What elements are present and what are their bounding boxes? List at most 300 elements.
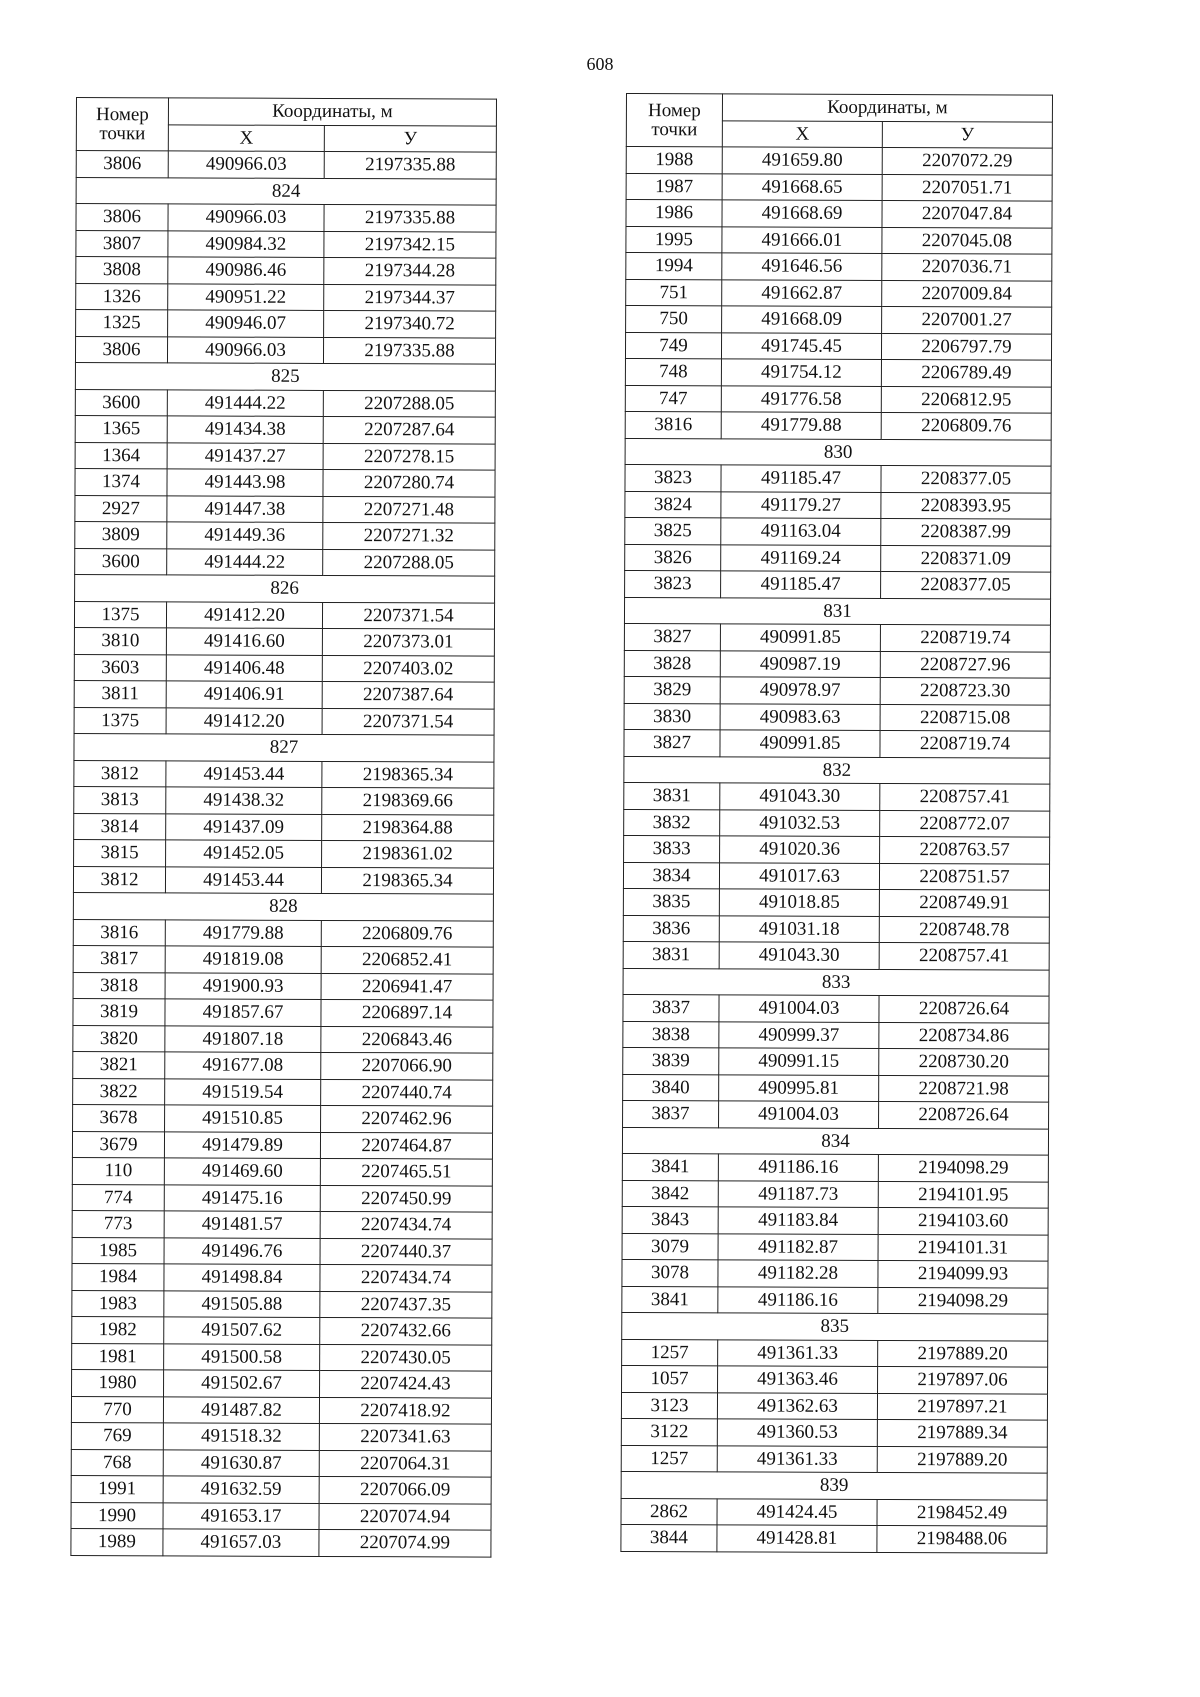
x-coordinate-cell: 491677.08 <box>165 1052 321 1079</box>
y-coordinate-cell: 2208719.74 <box>880 624 1050 651</box>
x-coordinate-cell: 491020.36 <box>720 836 880 863</box>
y-coordinate-cell: 2207418.92 <box>319 1397 491 1424</box>
x-coordinate-cell: 491630.87 <box>163 1449 319 1476</box>
y-coordinate-cell: 2207430.05 <box>320 1344 492 1371</box>
point-number-cell: 3078 <box>622 1259 718 1286</box>
table-row <box>74 839 494 867</box>
table-row <box>73 1025 493 1053</box>
table-row <box>624 809 1050 837</box>
x-coordinate-cell: 491475.16 <box>164 1184 320 1211</box>
point-number-cell: 1980 <box>72 1369 164 1396</box>
y-coordinate-cell: 2207465.51 <box>320 1158 492 1185</box>
point-number-cell: 3810 <box>74 627 166 654</box>
section-row <box>75 362 495 390</box>
y-coordinate-cell: 2197897.21 <box>877 1393 1047 1420</box>
point-number-cell: 769 <box>71 1422 163 1449</box>
x-coordinate-cell: 491507.62 <box>164 1317 320 1344</box>
y-coordinate-cell: 2207009.84 <box>882 280 1052 307</box>
y-coordinate-cell: 2197889.34 <box>877 1419 1047 1446</box>
point-number-cell: 3831 <box>624 782 720 809</box>
x-coordinate-cell: 490995.81 <box>719 1074 879 1101</box>
x-coordinate-cell: 491479.89 <box>164 1131 320 1158</box>
y-coordinate-cell: 2207462.96 <box>321 1105 493 1132</box>
point-number-cell: 3843 <box>622 1206 718 1233</box>
point-number-cell: 1986 <box>626 200 722 227</box>
y-coordinate-cell: 2198452.49 <box>877 1499 1047 1526</box>
x-coordinate-cell: 491416.60 <box>166 628 322 655</box>
x-coordinate-cell: 491182.28 <box>718 1260 878 1287</box>
y-coordinate-cell: 2207437.35 <box>320 1291 492 1318</box>
y-coordinate-cell: 2208723.30 <box>880 677 1050 704</box>
x-coordinate-cell: 491449.36 <box>167 522 323 549</box>
point-number-cell: 3603 <box>74 654 166 681</box>
point-number-cell: 747 <box>625 385 721 412</box>
point-number-cell: 748 <box>625 358 721 385</box>
point-number-cell: 3833 <box>624 835 720 862</box>
table-row <box>75 521 495 549</box>
table-row <box>72 1369 492 1397</box>
table-row <box>72 1316 492 1344</box>
point-number-cell: 1984 <box>72 1263 164 1290</box>
point-number-cell: 1989 <box>71 1528 163 1555</box>
table-row <box>72 1343 492 1371</box>
section-row <box>74 733 494 761</box>
x-coordinate-cell: 490999.37 <box>719 1021 879 1048</box>
table-row <box>622 1259 1048 1287</box>
point-number-cell: 3816 <box>625 411 721 438</box>
x-coordinate-cell: 491519.54 <box>165 1078 321 1105</box>
table-row <box>623 1021 1049 1049</box>
x-coordinate-cell: 491032.53 <box>720 809 880 836</box>
table-row <box>626 147 1052 175</box>
x-coordinate-cell: 491500.58 <box>164 1343 320 1370</box>
section-row <box>625 438 1051 466</box>
x-coordinate-cell: 491363.46 <box>718 1366 878 1393</box>
point-number-cell: 3836 <box>623 915 719 942</box>
table-row <box>624 623 1050 651</box>
x-coordinate-cell: 491668.69 <box>722 200 882 227</box>
x-coordinate-cell: 491447.38 <box>167 495 323 522</box>
table-row <box>621 1418 1047 1446</box>
y-coordinate-cell: 2208730.20 <box>879 1048 1049 1075</box>
table-row <box>623 1100 1049 1128</box>
y-coordinate-cell: 2198369.66 <box>322 787 494 814</box>
y-coordinate-cell: 2207450.99 <box>320 1185 492 1212</box>
y-coordinate-cell: 2197897.06 <box>878 1366 1048 1393</box>
y-coordinate-cell: 2198488.06 <box>877 1525 1047 1552</box>
table-row <box>624 676 1050 704</box>
table-row <box>625 570 1051 598</box>
section-row <box>624 597 1050 625</box>
section-number: 826 <box>75 574 495 602</box>
section-number: 830 <box>625 438 1051 466</box>
y-coordinate-cell: 2207072.29 <box>882 147 1052 174</box>
table-row <box>625 411 1051 439</box>
x-coordinate-cell: 490986.46 <box>168 257 324 284</box>
coordinates-header: Координаты, м <box>168 98 496 126</box>
point-number-cell: 1257 <box>621 1445 717 1472</box>
x-coordinate-cell: 491437.27 <box>167 442 323 469</box>
x-coordinate-cell: 491043.30 <box>719 942 879 969</box>
y-coordinate-cell: 2207280.74 <box>323 469 495 496</box>
x-coordinate-cell: 491481.57 <box>164 1211 320 1238</box>
x-coordinate-cell: 491745.45 <box>721 332 881 359</box>
point-number-cell: 3814 <box>74 813 166 840</box>
table-row <box>74 707 494 735</box>
y-coordinate-cell: 2198364.88 <box>322 814 494 841</box>
point-number-cell: 1057 <box>622 1365 718 1392</box>
y-column-header: У <box>882 121 1052 148</box>
y-coordinate-cell: 2206789.49 <box>881 359 1051 386</box>
table-row <box>71 1449 491 1477</box>
x-coordinate-cell: 490966.03 <box>167 336 323 363</box>
x-coordinate-cell: 491428.81 <box>717 1525 877 1552</box>
point-number-cell: 3600 <box>75 548 167 575</box>
point-number-cell: 3679 <box>72 1131 164 1158</box>
y-coordinate-cell: 2207074.99 <box>319 1529 491 1556</box>
x-coordinate-cell: 491043.30 <box>720 783 880 810</box>
section-row <box>621 1471 1047 1499</box>
table-row <box>624 650 1050 678</box>
section-number: 824 <box>76 177 496 205</box>
section-number: 835 <box>622 1312 1048 1340</box>
x-coordinate-cell: 491632.59 <box>163 1476 319 1503</box>
point-number-cell: 3678 <box>73 1104 165 1131</box>
y-coordinate-cell: 2208726.64 <box>879 1101 1049 1128</box>
point-number-cell: 773 <box>72 1210 164 1237</box>
table-row <box>72 1210 492 1238</box>
point-number-cell: 3812 <box>74 760 166 787</box>
y-coordinate-cell: 2194101.31 <box>878 1234 1048 1261</box>
x-coordinate-cell: 491185.47 <box>721 571 881 598</box>
point-number-cell: 770 <box>71 1396 163 1423</box>
y-coordinate-cell: 2208751.57 <box>879 863 1049 890</box>
point-number-cell: 3825 <box>625 517 721 544</box>
point-number-cell: 1988 <box>626 147 722 174</box>
point-number-header <box>626 94 722 147</box>
point-number-header-line2: точки <box>651 119 698 141</box>
y-coordinate-cell: 2206797.79 <box>881 333 1051 360</box>
x-coordinate-cell: 490978.97 <box>720 677 880 704</box>
x-coordinate-cell: 491438.32 <box>166 787 322 814</box>
y-coordinate-cell: 2207288.05 <box>323 390 495 417</box>
coordinates-table-right <box>620 93 1053 1553</box>
x-coordinate-cell: 491900.93 <box>165 972 321 999</box>
point-number-cell: 749 <box>625 332 721 359</box>
y-coordinate-cell: 2208757.41 <box>880 783 1050 810</box>
y-coordinate-cell: 2208371.09 <box>881 545 1051 572</box>
table-row <box>74 760 494 788</box>
x-coordinate-cell: 491779.88 <box>721 412 881 439</box>
x-coordinate-cell: 491169.24 <box>721 544 881 571</box>
table-row <box>623 888 1049 916</box>
x-coordinate-cell: 491662.87 <box>722 279 882 306</box>
table-row <box>622 1233 1048 1261</box>
y-coordinate-cell: 2197889.20 <box>878 1340 1048 1367</box>
y-coordinate-cell: 2198361.02 <box>322 840 494 867</box>
x-coordinate-cell: 491659.80 <box>722 147 882 174</box>
table-row <box>71 1475 491 1503</box>
point-number-cell: 3600 <box>75 389 167 416</box>
x-coordinate-cell: 491443.98 <box>167 469 323 496</box>
x-coordinate-cell: 491819.08 <box>165 946 321 973</box>
point-number-cell: 3839 <box>623 1047 719 1074</box>
table-row <box>76 283 496 311</box>
table-row <box>626 279 1052 307</box>
point-number-cell: 1981 <box>72 1343 164 1370</box>
table-row <box>623 915 1049 943</box>
table-row <box>625 464 1051 492</box>
x-coordinate-cell: 490951.22 <box>168 283 324 310</box>
x-coordinate-cell: 491362.63 <box>717 1392 877 1419</box>
table-row <box>625 491 1051 519</box>
y-coordinate-cell: 2208757.41 <box>879 942 1049 969</box>
table-row <box>76 151 496 179</box>
x-coordinate-cell: 491646.56 <box>722 253 882 280</box>
table-row <box>75 336 495 364</box>
x-coordinate-cell: 491779.88 <box>165 919 321 946</box>
y-column-header: У <box>324 125 496 152</box>
x-coordinate-cell: 491183.84 <box>718 1207 878 1234</box>
y-coordinate-cell: 2208387.99 <box>881 518 1051 545</box>
y-coordinate-cell: 2194101.95 <box>878 1181 1048 1208</box>
table-row <box>622 1206 1048 1234</box>
y-coordinate-cell: 2207271.32 <box>323 522 495 549</box>
y-coordinate-cell: 2197344.37 <box>324 284 496 311</box>
table-row <box>626 306 1052 334</box>
point-number-cell: 3830 <box>624 703 720 730</box>
y-coordinate-cell: 2197889.20 <box>877 1446 1047 1473</box>
point-number-cell: 3834 <box>623 862 719 889</box>
table-row <box>622 1286 1048 1314</box>
y-coordinate-cell: 2197335.88 <box>324 204 496 231</box>
table-row <box>625 544 1051 572</box>
x-column-header: X <box>722 120 882 147</box>
table-row <box>626 173 1052 201</box>
x-coordinate-cell: 491807.18 <box>165 1025 321 1052</box>
table-row <box>623 862 1049 890</box>
point-number-cell: 3816 <box>73 919 165 946</box>
point-number-cell: 3809 <box>75 521 167 548</box>
y-coordinate-cell: 2207403.02 <box>322 655 494 682</box>
section-row <box>75 574 495 602</box>
table-row <box>623 1074 1049 1102</box>
y-coordinate-cell: 2194103.60 <box>878 1207 1048 1234</box>
table-row <box>624 703 1050 731</box>
x-coordinate-cell: 490991.85 <box>720 624 880 651</box>
y-coordinate-cell: 2207064.31 <box>319 1450 491 1477</box>
y-coordinate-cell: 2207288.05 <box>323 549 495 576</box>
point-number-cell: 1995 <box>626 226 722 253</box>
x-coordinate-cell: 491505.88 <box>164 1290 320 1317</box>
x-coordinate-cell: 490991.85 <box>720 730 880 757</box>
y-coordinate-cell: 2207271.48 <box>323 496 495 523</box>
x-coordinate-cell: 490987.19 <box>720 650 880 677</box>
x-coordinate-cell: 491668.09 <box>722 306 882 333</box>
coordinates-table-left <box>70 97 497 1557</box>
x-coordinate-cell: 491754.12 <box>721 359 881 386</box>
table-row <box>73 972 493 1000</box>
point-number-cell: 3837 <box>623 994 719 1021</box>
x-coordinate-cell: 491776.58 <box>721 385 881 412</box>
x-coordinate-cell: 491360.53 <box>717 1419 877 1446</box>
y-coordinate-cell: 2194099.93 <box>878 1260 1048 1287</box>
point-number-cell: 3123 <box>621 1392 717 1419</box>
y-coordinate-cell: 2208715.08 <box>880 704 1050 731</box>
point-number-cell: 1982 <box>72 1316 164 1343</box>
table-row <box>74 786 494 814</box>
x-coordinate-cell: 491031.18 <box>719 915 879 942</box>
y-coordinate-cell: 2198365.34 <box>322 761 494 788</box>
point-number-cell: 1325 <box>76 310 168 337</box>
section-row <box>76 177 496 205</box>
table-row <box>73 1104 493 1132</box>
x-coordinate-cell: 491453.44 <box>165 866 321 893</box>
table-row <box>626 226 1052 254</box>
x-coordinate-cell: 491498.84 <box>164 1264 320 1291</box>
point-number-cell: 1257 <box>622 1339 718 1366</box>
point-number-header <box>76 98 168 151</box>
x-column-header: X <box>168 124 324 151</box>
point-number-cell: 3832 <box>624 809 720 836</box>
point-number-cell: 3840 <box>623 1074 719 1101</box>
y-coordinate-cell: 2207424.43 <box>320 1370 492 1397</box>
table-row <box>75 548 495 576</box>
x-coordinate-cell: 491668.65 <box>722 173 882 200</box>
point-number-cell: 3838 <box>623 1021 719 1048</box>
x-coordinate-cell: 491469.60 <box>164 1158 320 1185</box>
x-coordinate-cell: 491361.33 <box>717 1445 877 1472</box>
x-coordinate-cell: 491453.44 <box>166 760 322 787</box>
x-coordinate-cell: 491424.45 <box>717 1498 877 1525</box>
table-row <box>76 230 496 258</box>
point-number-cell: 3817 <box>73 945 165 972</box>
table-row <box>73 866 493 894</box>
point-number-cell: 3841 <box>622 1153 718 1180</box>
point-number-cell: 3831 <box>623 941 719 968</box>
x-coordinate-cell: 490966.03 <box>168 204 324 231</box>
point-number-cell: 1375 <box>74 707 166 734</box>
table-row <box>74 627 494 655</box>
x-coordinate-cell: 491406.91 <box>166 681 322 708</box>
x-coordinate-cell: 491502.67 <box>164 1370 320 1397</box>
x-coordinate-cell: 491518.32 <box>163 1423 319 1450</box>
table-row <box>74 601 494 629</box>
table-row <box>621 1392 1047 1420</box>
table-row <box>622 1153 1048 1181</box>
coordinates-header: Координаты, м <box>722 94 1052 122</box>
y-coordinate-cell: 2207434.74 <box>320 1211 492 1238</box>
point-number-cell: 3823 <box>625 464 721 491</box>
table-row <box>623 941 1049 969</box>
x-coordinate-cell: 490966.03 <box>168 151 324 178</box>
point-number-cell: 3806 <box>76 151 168 178</box>
x-coordinate-cell: 491004.03 <box>719 995 879 1022</box>
y-coordinate-cell: 2207387.64 <box>322 681 494 708</box>
point-number-cell: 1987 <box>626 173 722 200</box>
x-coordinate-cell: 491444.22 <box>167 548 323 575</box>
section-row <box>623 968 1049 996</box>
table-row <box>73 945 493 973</box>
y-coordinate-cell: 2208748.78 <box>879 916 1049 943</box>
table-row <box>71 1528 491 1556</box>
y-coordinate-cell: 2208377.05 <box>881 571 1051 598</box>
y-coordinate-cell: 2207066.09 <box>319 1476 491 1503</box>
y-coordinate-cell: 2198365.34 <box>321 867 493 894</box>
table-row <box>73 998 493 1026</box>
y-coordinate-cell: 2208377.05 <box>881 465 1051 492</box>
table-row <box>74 654 494 682</box>
section-number: 831 <box>624 597 1050 625</box>
section-number: 834 <box>622 1127 1048 1155</box>
table-row <box>76 257 496 285</box>
section-row <box>622 1312 1048 1340</box>
table-row <box>76 204 496 232</box>
point-number-cell: 3806 <box>75 336 167 363</box>
table-row <box>621 1445 1047 1473</box>
y-coordinate-cell: 2206843.46 <box>321 1026 493 1053</box>
y-coordinate-cell: 2207051.71 <box>882 174 1052 201</box>
x-coordinate-cell: 491653.17 <box>163 1502 319 1529</box>
table-row <box>73 1051 493 1079</box>
section-number: 833 <box>623 968 1049 996</box>
point-number-cell: 3826 <box>625 544 721 571</box>
x-coordinate-cell: 491017.63 <box>719 862 879 889</box>
y-coordinate-cell: 2207045.08 <box>882 227 1052 254</box>
y-coordinate-cell: 2206852.41 <box>321 946 493 973</box>
y-coordinate-cell: 2207373.01 <box>322 628 494 655</box>
table-row <box>71 1502 491 1530</box>
point-number-cell: 768 <box>71 1449 163 1476</box>
x-coordinate-cell: 491182.87 <box>718 1233 878 1260</box>
table-row <box>75 468 495 496</box>
table-row <box>72 1263 492 1291</box>
table-row <box>72 1184 492 1212</box>
table-row <box>622 1180 1048 1208</box>
table-row <box>74 813 494 841</box>
table-row <box>71 1396 491 1424</box>
table-row <box>72 1290 492 1318</box>
y-coordinate-cell: 2207047.84 <box>882 200 1052 227</box>
table-row <box>73 1078 493 1106</box>
x-coordinate-cell: 490991.15 <box>719 1048 879 1075</box>
point-number-cell: 1985 <box>72 1237 164 1264</box>
section-number: 827 <box>74 733 494 761</box>
point-number-cell: 3841 <box>622 1286 718 1313</box>
y-coordinate-cell: 2207371.54 <box>322 708 494 735</box>
section-number: 828 <box>73 892 493 920</box>
point-number-cell: 1326 <box>76 283 168 310</box>
point-number-cell: 2927 <box>75 495 167 522</box>
y-coordinate-cell: 2206809.76 <box>321 920 493 947</box>
y-coordinate-cell: 2208719.74 <box>880 730 1050 757</box>
y-coordinate-cell: 2207434.74 <box>320 1264 492 1291</box>
table-row <box>621 1524 1047 1552</box>
table-row <box>625 385 1051 413</box>
y-coordinate-cell: 2207440.37 <box>320 1238 492 1265</box>
y-coordinate-cell: 2207001.27 <box>882 306 1052 333</box>
x-coordinate-cell: 491163.04 <box>721 518 881 545</box>
x-coordinate-cell: 491018.85 <box>719 889 879 916</box>
y-coordinate-cell: 2207432.66 <box>320 1317 492 1344</box>
y-coordinate-cell: 2208726.64 <box>879 995 1049 1022</box>
point-number-cell: 751 <box>626 279 722 306</box>
y-coordinate-cell: 2208393.95 <box>881 492 1051 519</box>
y-coordinate-cell: 2208721.98 <box>879 1075 1049 1102</box>
y-coordinate-cell: 2197335.88 <box>323 337 495 364</box>
x-coordinate-cell: 491412.20 <box>166 707 322 734</box>
point-number-cell: 1374 <box>75 468 167 495</box>
